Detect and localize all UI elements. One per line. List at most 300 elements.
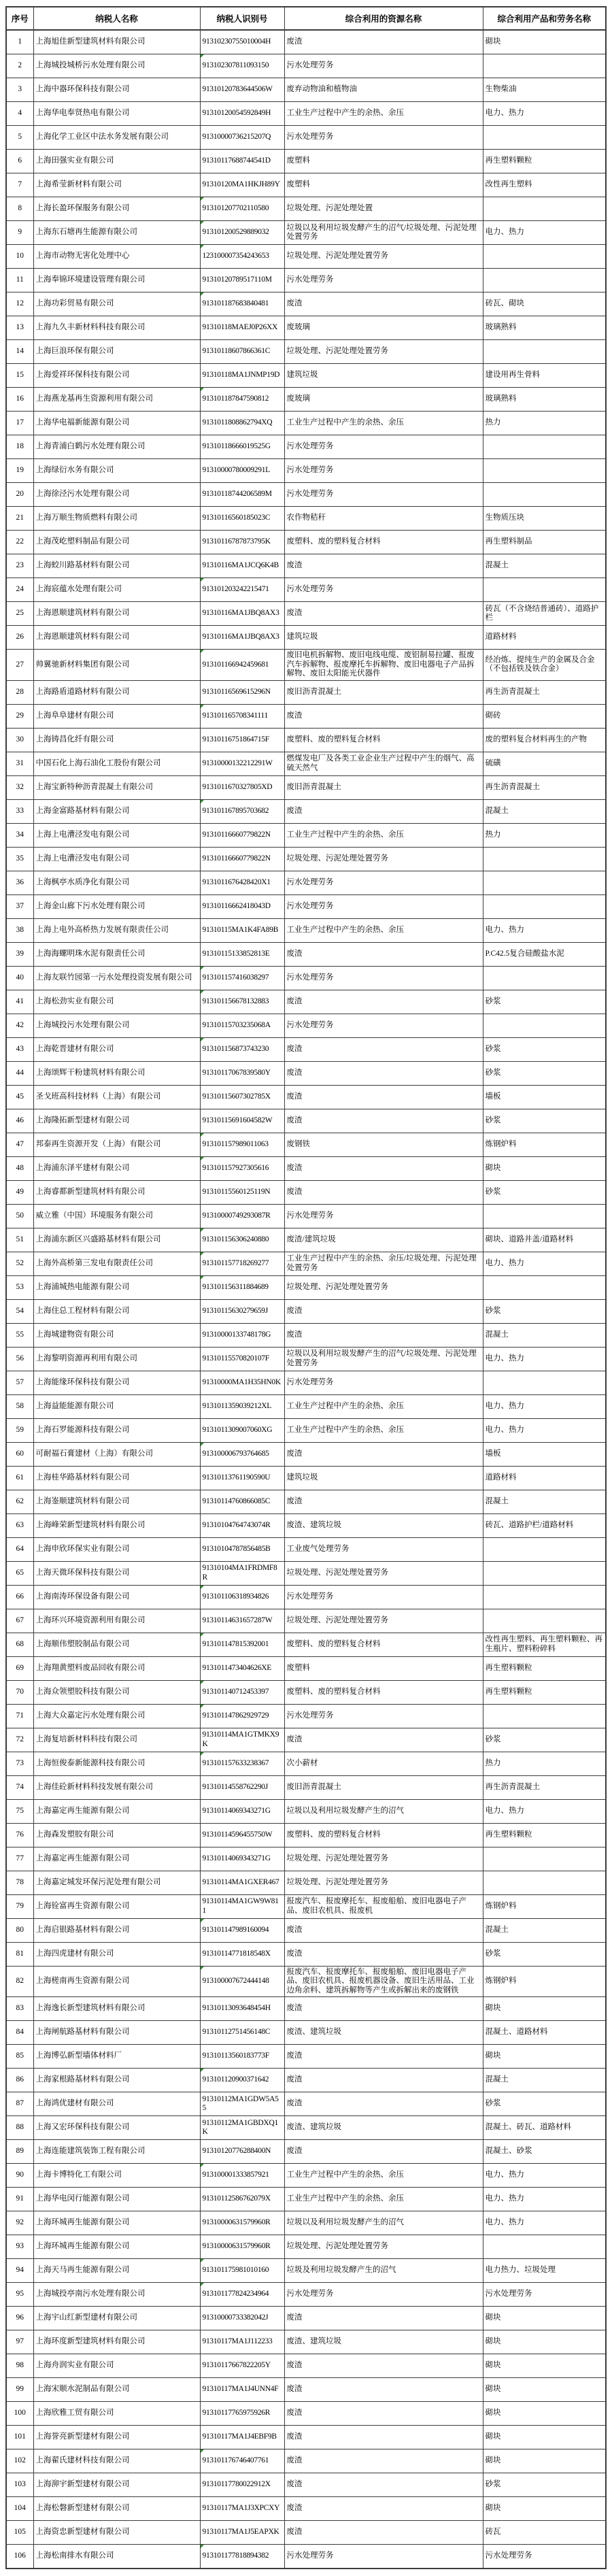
cell-taxpayer-id: 91310000733382042J: [200, 2307, 284, 2330]
cell-taxpayer-id: 91310000132212291W: [200, 752, 284, 775]
table-row: [6, 1252, 606, 1275]
cell-index: 106: [6, 2545, 33, 2569]
excel-error-flag-icon: [201, 650, 204, 653]
cell-resource-name: 废渣: [284, 2045, 483, 2069]
cell-index: 28: [6, 680, 33, 704]
cell-resource-name: 污水处理劳务: [284, 578, 483, 602]
cell-product-name: 砌块: [483, 2426, 606, 2449]
cell-index: 54: [6, 1299, 33, 1323]
cell-taxpayer-name: 上海能缘环保科技有限公司: [33, 1371, 200, 1394]
cell-resource-name: 报废汽车、报废摩托车、报废船舶、废旧电器电子产品、废旧农机具、报废机: [284, 1894, 483, 1918]
cell-product-name: 电力热力、垃圾处理: [483, 2259, 606, 2283]
cell-product-name: 混凝土: [483, 1490, 606, 1513]
cell-resource-name: 污水处理劳务: [284, 54, 483, 78]
cell-taxpayer-name: 上海天马再生能源有限公司: [33, 2259, 200, 2283]
excel-error-flag-icon: [201, 388, 204, 391]
cell-taxpayer-name: 上海徐泾污水处理有限公司: [33, 483, 200, 507]
cell-taxpayer-name: 上海蛟川路基材料有限公司: [33, 554, 200, 578]
cell-taxpayer-id: 91310120054592849H: [200, 102, 284, 126]
cell-resource-name: 废玻璃: [284, 388, 483, 412]
cell-index: 35: [6, 847, 33, 871]
excel-error-flag-icon: [201, 1276, 204, 1279]
cell-product-name: 改性再生塑料、再生塑料颗粒、再生瓶片、塑料粉碎料: [483, 1633, 606, 1656]
cell-product-name: 热力: [483, 412, 606, 435]
table-row: [6, 2211, 606, 2235]
cell-product-name: 砌块: [483, 2045, 606, 2069]
cell-taxpayer-name: 上海城建物资有限公司: [33, 1323, 200, 1347]
cell-resource-name: 废塑料: [284, 150, 483, 173]
table-row: [6, 1799, 606, 1823]
cell-taxpayer-id: 91310117MA1J4UNN4F: [200, 2378, 284, 2402]
cell-product-name: 硫磺: [483, 752, 606, 775]
table-row: [6, 54, 606, 78]
cell-index: 25: [6, 602, 33, 626]
cell-resource-name: 工业生产过程中产生的余热、余压/垃圾处理、污泥处理处置劳务: [284, 1252, 483, 1275]
cell-product-name: [483, 459, 606, 483]
cell-resource-name: 废渣: [284, 1037, 483, 1061]
table-row: [6, 2449, 606, 2473]
cell-resource-name: 垃圾处理、污泥处理处置劳务: [284, 1871, 483, 1894]
cell-resource-name: 废渣: [284, 2354, 483, 2378]
cell-taxpayer-name: 上海恩顺建筑材料有限公司: [33, 602, 200, 626]
cell-product-name: 砂浆: [483, 2092, 606, 2116]
table-row: [6, 2021, 606, 2045]
cell-taxpayer-id: 913101165708341111: [200, 704, 284, 728]
cell-taxpayer-id: 91310112586762079X: [200, 2188, 284, 2211]
cell-index: 12: [6, 292, 33, 316]
cell-taxpayer-id: 913101147862929729: [200, 1704, 284, 1728]
cell-taxpayer-name: 上海城投亭南污水处理有限公司: [33, 2283, 200, 2307]
table-row: [6, 1585, 606, 1609]
cell-product-name: 生物质压块: [483, 507, 606, 531]
cell-resource-name: 废塑料、废的塑料复合材料: [284, 531, 483, 554]
cell-index: 71: [6, 1704, 33, 1728]
cell-product-name: [483, 245, 606, 269]
cell-index: 68: [6, 1633, 33, 1656]
excel-error-flag-icon: [201, 2283, 204, 2286]
cell-taxpayer-id: 91310116569615296N: [200, 680, 284, 704]
table-row: [6, 1418, 606, 1442]
cell-taxpayer-id: 91310000631579960R: [200, 2235, 284, 2259]
table-row: [6, 602, 606, 626]
cell-index: 100: [6, 2402, 33, 2426]
table-row: [6, 221, 606, 245]
cell-product-name: 电力、热力: [483, 1347, 606, 1371]
cell-taxpayer-id: 91310000631579960R: [200, 2211, 284, 2235]
table-row: [6, 578, 606, 602]
cell-product-name: 道路材料: [483, 626, 606, 650]
cell-taxpayer-id: 91310117667822205Y: [200, 2354, 284, 2378]
cell-index: 50: [6, 1204, 33, 1228]
table-row: [6, 2378, 606, 2402]
cell-taxpayer-name: 上海睿都新型建筑材料有限公司: [33, 1180, 200, 1204]
cell-product-name: 混凝土: [483, 1323, 606, 1347]
cell-taxpayer-id: 91310115703235068A: [200, 1014, 284, 1037]
excel-error-flag-icon: [201, 1633, 204, 1637]
cell-product-name: 改性再生塑料: [483, 173, 606, 197]
table-body: [6, 30, 606, 2569]
table-row: [6, 1561, 606, 1585]
table-row: [6, 2497, 606, 2521]
cell-taxpayer-name: 上海又宏环保科技有限公司: [33, 2116, 200, 2140]
cell-index: 36: [6, 871, 33, 894]
cell-taxpayer-id: 91310113093648454H: [200, 1997, 284, 2021]
cell-resource-name: 废渣、建筑垃圾: [284, 2330, 483, 2354]
table-row: [6, 1037, 606, 1061]
table-row: [6, 871, 606, 894]
table-row: [6, 412, 606, 435]
cell-taxpayer-name: 上海浦城热电能源有限公司: [33, 1275, 200, 1299]
cell-index: 16: [6, 388, 33, 412]
table-row: [6, 1204, 606, 1228]
cell-taxpayer-id: 91310114596455750W: [200, 1823, 284, 1847]
cell-product-name: 污水处理劳务: [483, 2283, 606, 2307]
cell-taxpayer-id: 91310115570820107F: [200, 1347, 284, 1371]
header-cell-product-name: 综合利用产品和劳务名称: [483, 7, 606, 30]
cell-product-name: 混凝土: [483, 554, 606, 578]
cell-product-name: 电力、热力: [483, 1252, 606, 1275]
cell-index: 103: [6, 2473, 33, 2497]
cell-taxpayer-id: 91310104MA1FRDMF8R: [200, 1561, 284, 1585]
cell-index: 57: [6, 1371, 33, 1394]
table-row: [6, 1061, 606, 1085]
cell-taxpayer-name: 上海大众嘉定污水处理有限公司: [33, 1704, 200, 1728]
cell-taxpayer-name: 上海田强实业有限公司: [33, 150, 200, 173]
cell-resource-name: 废渣: [284, 1942, 483, 1966]
table-row: [6, 1323, 606, 1347]
table-row: [6, 2140, 606, 2164]
cell-taxpayer-name: 上海松劲实业有限公司: [33, 990, 200, 1014]
excel-error-flag-icon: [201, 2164, 204, 2167]
cell-resource-name: 垃圾处理、污泥处理处置: [284, 197, 483, 221]
cell-taxpayer-id: 91310120789517110M: [200, 269, 284, 292]
cell-resource-name: 废渣: [284, 990, 483, 1014]
cell-product-name: 砌块: [483, 2378, 606, 2402]
cell-index: 49: [6, 1180, 33, 1204]
table-row: [6, 752, 606, 775]
cell-resource-name: 工业生产过程中产生的余热、余压: [284, 823, 483, 847]
cell-taxpayer-name: 上海铸昌化纤有限公司: [33, 728, 200, 752]
cell-taxpayer-name: 上海翟氏建材科技有限公司: [33, 2449, 200, 2473]
cell-product-name: [483, 1371, 606, 1394]
cell-index: 51: [6, 1228, 33, 1252]
cell-product-name: 砂浆: [483, 1061, 606, 1085]
cell-index: 23: [6, 554, 33, 578]
cell-taxpayer-id: 9131011309007060XG: [200, 1418, 284, 1442]
cell-index: 74: [6, 1775, 33, 1799]
cell-product-name: 砂浆: [483, 1942, 606, 1966]
cell-product-name: 再生塑料颗粒: [483, 1823, 606, 1847]
table-row: [6, 459, 606, 483]
cell-resource-name: 垃圾以及利用垃圾发酵产生的沼气/垃圾处理、污泥处理处置劳务: [284, 1347, 483, 1371]
cell-product-name: 砂浆: [483, 1728, 606, 1752]
cell-taxpayer-id: 91310117688744541D: [200, 150, 284, 173]
cell-taxpayer-id: 91310115691604582W: [200, 1109, 284, 1133]
excel-error-flag-icon: [201, 1252, 204, 1256]
cell-taxpayer-name: 上海上电漕泾发电有限公司: [33, 823, 200, 847]
cell-product-name: 砌块: [483, 2402, 606, 2426]
cell-resource-name: 废弃动物油和植物油: [284, 78, 483, 102]
resource-utilization-table: [5, 6, 607, 2569]
cell-resource-name: 废旧沥青混凝土: [284, 775, 483, 799]
cell-resource-name: 废塑料、废的塑料复合材料: [284, 1823, 483, 1847]
cell-resource-name: 废渣: [284, 30, 483, 54]
cell-product-name: 混凝土: [483, 2069, 606, 2092]
cell-taxpayer-id: 91310114069343271G: [200, 1847, 284, 1871]
cell-taxpayer-name: 上海复培新材料科技有限公司: [33, 1728, 200, 1752]
table-row: [6, 2473, 606, 2497]
excel-error-flag-icon: [201, 705, 204, 708]
cell-resource-name: 废旧沥青混凝土: [284, 680, 483, 704]
cell-index: 47: [6, 1133, 33, 1156]
cell-taxpayer-name: 上海路盾道路材料有限公司: [33, 680, 200, 704]
cell-index: 42: [6, 1014, 33, 1037]
cell-resource-name: 废渣: [284, 2069, 483, 2092]
cell-taxpayer-id: 91310116MA1JCQ6K4B: [200, 554, 284, 578]
table-row: [6, 894, 606, 918]
cell-index: 105: [6, 2521, 33, 2545]
cell-taxpayer-name: 上海连能建筑装饰工程有限公司: [33, 2140, 200, 2164]
excel-error-flag-icon: [201, 1586, 204, 1589]
cell-taxpayer-id: 913101187683840481: [200, 292, 284, 316]
cell-taxpayer-id: 91310116660779822N: [200, 823, 284, 847]
header-row: [6, 7, 606, 30]
table-row: [6, 269, 606, 292]
cell-taxpayer-id: 91310114MA1GXER467: [200, 1871, 284, 1894]
cell-index: 95: [6, 2283, 33, 2307]
cell-resource-name: 废渣: [284, 704, 483, 728]
cell-taxpayer-id: 91310116660779822N: [200, 847, 284, 871]
cell-resource-name: 污水处理劳务: [284, 459, 483, 483]
cell-taxpayer-id: 91310118666019525G: [200, 435, 284, 459]
cell-product-name: 电力、热力: [483, 2211, 606, 2235]
cell-product-name: 混凝土: [483, 799, 606, 823]
cell-product-name: 墙板: [483, 1442, 606, 1466]
table-row: [6, 1997, 606, 2021]
cell-taxpayer-name: 上海青浦白鹤污水处理有限公司: [33, 435, 200, 459]
cell-taxpayer-id: 91310120MA1HKJH89Y: [200, 173, 284, 197]
cell-taxpayer-id: 91310115630279659J: [200, 1299, 284, 1323]
cell-taxpayer-id: 91310114558762290J: [200, 1775, 284, 1799]
cell-resource-name: 垃圾处理、污泥处理处置劳务: [284, 1609, 483, 1633]
cell-taxpayer-name: 上海翔黄塑料废品回收有限公司: [33, 1656, 200, 1680]
cell-product-name: [483, 2235, 606, 2259]
cell-product-name: 电力、热力: [483, 1799, 606, 1823]
cell-taxpayer-name: 上海化学工业区中法水务发展有限公司: [33, 126, 200, 150]
cell-taxpayer-name: 上海上电漕泾发电有限公司: [33, 847, 200, 871]
cell-product-name: 再生沥青混凝土: [483, 775, 606, 799]
cell-index: 91: [6, 2188, 33, 2211]
cell-taxpayer-id: 91310116560185023C: [200, 507, 284, 531]
cell-index: 33: [6, 799, 33, 823]
cell-taxpayer-name: 上海佳砼新材料科技发展有限公司: [33, 1775, 200, 1799]
table-row: [6, 2330, 606, 2354]
cell-product-name: 砌块: [483, 1156, 606, 1180]
cell-product-name: [483, 54, 606, 78]
cell-index: 32: [6, 775, 33, 799]
cell-product-name: 炼钢炉料: [483, 1894, 606, 1918]
cell-taxpayer-id: 91310115607302785X: [200, 1085, 284, 1109]
cell-resource-name: 废渣: [284, 292, 483, 316]
cell-taxpayer-name: 上海泖宇新型建材有限公司: [33, 2473, 200, 2497]
cell-index: 44: [6, 1061, 33, 1085]
table-row: [6, 1275, 606, 1299]
table-row: [6, 2164, 606, 2188]
cell-taxpayer-id: 91310000749293087R: [200, 1204, 284, 1228]
cell-resource-name: 废渣: [284, 2449, 483, 2473]
cell-taxpayer-id: 91310114631657287W: [200, 1609, 284, 1633]
cell-index: 82: [6, 1966, 33, 1997]
cell-taxpayer-name: 上海宸蕴水处理有限公司: [33, 578, 200, 602]
table-row: [6, 2426, 606, 2449]
cell-taxpayer-id: 91310120783644506W: [200, 78, 284, 102]
cell-taxpayer-id: 91310114771818548X: [200, 1942, 284, 1966]
cell-taxpayer-name: 上海南涛环保设备有限公司: [33, 1585, 200, 1609]
cell-taxpayer-name: 上海宇山红新型建材有限公司: [33, 2307, 200, 2330]
cell-taxpayer-name: 上海黎明资源再利用有限公司: [33, 1347, 200, 1371]
cell-taxpayer-name: 上海嘉定城发环保污泥处理有限公司: [33, 1871, 200, 1894]
cell-index: 37: [6, 894, 33, 918]
cell-product-name: 玻璃熟料: [483, 316, 606, 340]
cell-product-name: 电力、热力: [483, 2188, 606, 2211]
cell-taxpayer-name: 上海华电闵行能源有限公司: [33, 2188, 200, 2211]
cell-resource-name: 废渣: [284, 1156, 483, 1180]
cell-resource-name: 建筑垃圾: [284, 626, 483, 650]
cell-product-name: [483, 966, 606, 990]
table-row: [6, 1942, 606, 1966]
excel-error-flag-icon: [201, 1919, 204, 1922]
cell-taxpayer-name: 上海嘉定再生能源有限公司: [33, 1799, 200, 1823]
cell-resource-name: 废渣: [284, 1323, 483, 1347]
cell-taxpayer-name: 上海启银路基材料有限公司: [33, 1918, 200, 1942]
cell-taxpayer-id: 913101167895703682: [200, 799, 284, 823]
cell-taxpayer-id: 9131011676428420X1: [200, 871, 284, 894]
cell-index: 93: [6, 2235, 33, 2259]
table-row: [6, 775, 606, 799]
cell-index: 29: [6, 704, 33, 728]
cell-product-name: 砌块: [483, 2449, 606, 2473]
cell-product-name: [483, 197, 606, 221]
header-cell-taxpayer-name: 纳税人名称: [33, 7, 200, 30]
cell-product-name: [483, 1275, 606, 1299]
table-row: [6, 728, 606, 752]
cell-index: 3: [6, 78, 33, 102]
table-row: [6, 1609, 606, 1633]
cell-taxpayer-name: 上海金山廊下污水处理有限公司: [33, 894, 200, 918]
cell-product-name: 砖瓦、砌块: [483, 292, 606, 316]
cell-product-name: 再生塑料颗粒: [483, 150, 606, 173]
cell-resource-name: 废渣、建筑垃圾: [284, 1513, 483, 1537]
cell-taxpayer-name: 上海鸿优建材有限公司: [33, 2092, 200, 2116]
cell-resource-name: 废渣/建筑垃圾: [284, 1228, 483, 1252]
cell-product-name: 热力: [483, 823, 606, 847]
cell-product-name: 砂浆: [483, 2473, 606, 2497]
cell-resource-name: 污水处理劳务: [284, 435, 483, 459]
cell-taxpayer-name: 上海颂辉干粉建筑材料有限公司: [33, 1061, 200, 1085]
cell-resource-name: 工业生产过程中产生的余热、余压: [284, 1418, 483, 1442]
cell-taxpayer-id: 913100007672444148: [200, 1966, 284, 1997]
cell-resource-name: 污水处理劳务: [284, 894, 483, 918]
cell-resource-name: 废渣: [284, 1299, 483, 1323]
cell-resource-name: 废渣: [284, 799, 483, 823]
cell-resource-name: 废渣: [284, 2426, 483, 2449]
excel-error-flag-icon: [201, 1681, 204, 1684]
cell-taxpayer-name: 上海宋顺水泥制品有限公司: [33, 2378, 200, 2402]
table-row: [6, 1775, 606, 1799]
table-row: [6, 680, 606, 704]
cell-product-name: 再生沥青混凝土: [483, 680, 606, 704]
cell-taxpayer-id: 91310000MA1H35HN0K: [200, 1371, 284, 1394]
cell-resource-name: 垃圾处理、污泥处理处置劳务: [284, 1275, 483, 1299]
cell-taxpayer-name: 上海燕龙基再生资源利用有限公司: [33, 388, 200, 412]
cell-resource-name: 污水处理劳务: [284, 2545, 483, 2569]
cell-resource-name: 建筑垃圾: [284, 364, 483, 388]
cell-index: 72: [6, 1728, 33, 1752]
cell-product-name: 炼钢炉料: [483, 1133, 606, 1156]
cell-resource-name: 污水处理劳务: [284, 2283, 483, 2307]
cell-product-name: 砂浆: [483, 1037, 606, 1061]
excel-error-flag-icon: [201, 197, 204, 201]
cell-product-name: 墙板: [483, 1085, 606, 1109]
table-row: [6, 847, 606, 871]
table-row: [6, 150, 606, 173]
table-row: [6, 197, 606, 221]
cell-taxpayer-id: 91310117MA1J5EAPXK: [200, 2521, 284, 2545]
cell-taxpayer-name: 上海松磐新型建材有限公司: [33, 2497, 200, 2521]
cell-resource-name: 废塑料: [284, 173, 483, 197]
cell-index: 77: [6, 1847, 33, 1871]
cell-resource-name: 废渣、建筑垃圾: [284, 2116, 483, 2140]
cell-index: 67: [6, 1609, 33, 1633]
table-row: [6, 1490, 606, 1513]
cell-taxpayer-name: 上海誉亮新型建材有限公司: [33, 2426, 200, 2449]
cell-index: 63: [6, 1513, 33, 1537]
cell-index: 58: [6, 1394, 33, 1418]
cell-taxpayer-name: 上海长盈环保服务有限公司: [33, 197, 200, 221]
cell-index: 86: [6, 2069, 33, 2092]
cell-index: 90: [6, 2164, 33, 2188]
cell-resource-name: 污水处理劳务: [284, 483, 483, 507]
cell-taxpayer-id: 91310230755010004H: [200, 30, 284, 54]
cell-index: 40: [6, 966, 33, 990]
table-row: [6, 990, 606, 1014]
cell-taxpayer-id: 913101177818894382: [200, 2545, 284, 2569]
excel-error-flag-icon: [201, 990, 204, 994]
cell-product-name: [483, 894, 606, 918]
cell-taxpayer-name: 中国石化上海石油化工股份有限公司: [33, 752, 200, 775]
cell-index: 61: [6, 1466, 33, 1490]
table-row: [6, 1371, 606, 1394]
table-row: [6, 650, 606, 681]
cell-taxpayer-id: 91310113761190590U: [200, 1466, 284, 1490]
cell-taxpayer-id: 913101203242215471: [200, 578, 284, 602]
cell-taxpayer-id: 91310115MA1K4FA89B: [200, 918, 284, 942]
cell-taxpayer-name: 上海峰荣新型建筑材料有限公司: [33, 1513, 200, 1537]
excel-error-flag-icon: [201, 1705, 204, 1708]
cell-index: 26: [6, 626, 33, 650]
cell-taxpayer-name: 上海博弘新型墙体材料厂: [33, 2045, 200, 2069]
cell-resource-name: 垃圾处理、污泥处理处置劳务: [284, 340, 483, 364]
cell-taxpayer-id: 913101176746407761: [200, 2449, 284, 2473]
excel-error-flag-icon: [201, 2545, 204, 2548]
cell-taxpayer-id: 91310113560183773F: [200, 2045, 284, 2069]
cell-index: 2: [6, 54, 33, 78]
cell-taxpayer-id: 913101157416038297: [200, 966, 284, 990]
cell-taxpayer-name: 上海家根路基材料有限公司: [33, 2069, 200, 2092]
excel-error-flag-icon: [201, 578, 204, 582]
table-row: [6, 1442, 606, 1466]
cell-taxpayer-id: 91310116MA1JBQ8AX3: [200, 602, 284, 626]
